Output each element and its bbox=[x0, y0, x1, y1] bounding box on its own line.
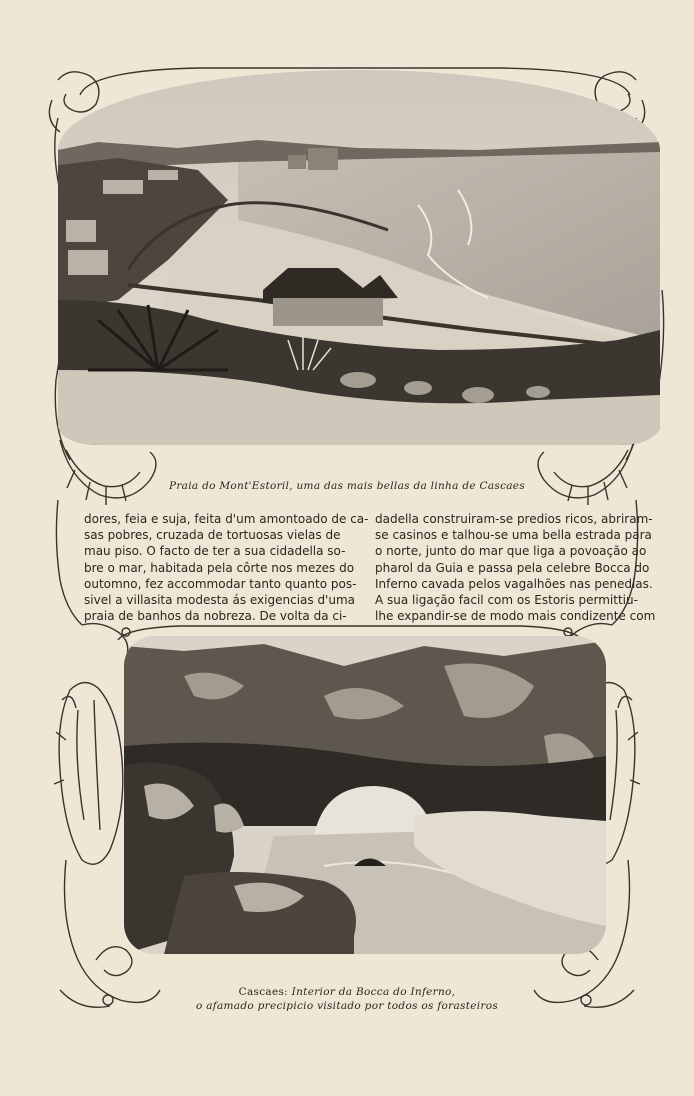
bottom-photo-bocca-do-inferno bbox=[124, 636, 606, 954]
bottom-photo-caption bbox=[0, 986, 694, 1012]
text-line: se casinos e talhou-se uma bella estrada para bbox=[375, 528, 652, 543]
top-photo-beach bbox=[58, 70, 660, 445]
text-line: dadella construiram-se predios ricos, abriram- bbox=[375, 512, 653, 526]
top-caption-text: Praia do Mont'Estoril, uma das mais bellas da linha de Cascaes bbox=[168, 480, 526, 492]
caption-place: Cascaes: bbox=[238, 986, 289, 998]
text-line: A sua ligação facil com os Estoris permittiu- bbox=[375, 593, 638, 608]
bottom-caption-line-1 bbox=[0, 986, 694, 998]
text-line: mau piso. O facto de ter a sua cidadella so- bbox=[84, 544, 346, 559]
text-line: Inferno cavada pelos vagalhões nas penedias. bbox=[375, 576, 653, 591]
top-photo-caption bbox=[0, 480, 694, 492]
bottom-caption-line-2: o afamado precipicio visitado por todos os forasteiros bbox=[195, 1000, 499, 1012]
text-line: pharol da Guia e passa pela celebre Bocca do bbox=[375, 560, 650, 575]
text-line: praia de banhos da nobreza. De volta da ci- bbox=[84, 609, 347, 624]
text-line: bre o mar, habitada pela côrte nos mezes do bbox=[84, 560, 355, 575]
text-line: sivel a villasita modesta ás exigencias d'uma bbox=[84, 593, 356, 608]
text-line: dores, feia e suja, feita d'um amontoado de ca- bbox=[84, 512, 369, 526]
caption-title: Interior da Bocca do Inferno, bbox=[291, 986, 456, 998]
article-column-left bbox=[84, 511, 369, 624]
text-line: outomno, fez accommodar tanto quanto pos- bbox=[84, 576, 357, 591]
text-line: sas pobres, cruzada de tortuosas vielas de bbox=[84, 528, 341, 543]
text-line: lhe expandir-se de modo mais condizente com bbox=[375, 609, 656, 624]
text-line: o norte, junto do mar que liga a povoação ao bbox=[375, 544, 647, 559]
article-column-right bbox=[375, 511, 656, 624]
